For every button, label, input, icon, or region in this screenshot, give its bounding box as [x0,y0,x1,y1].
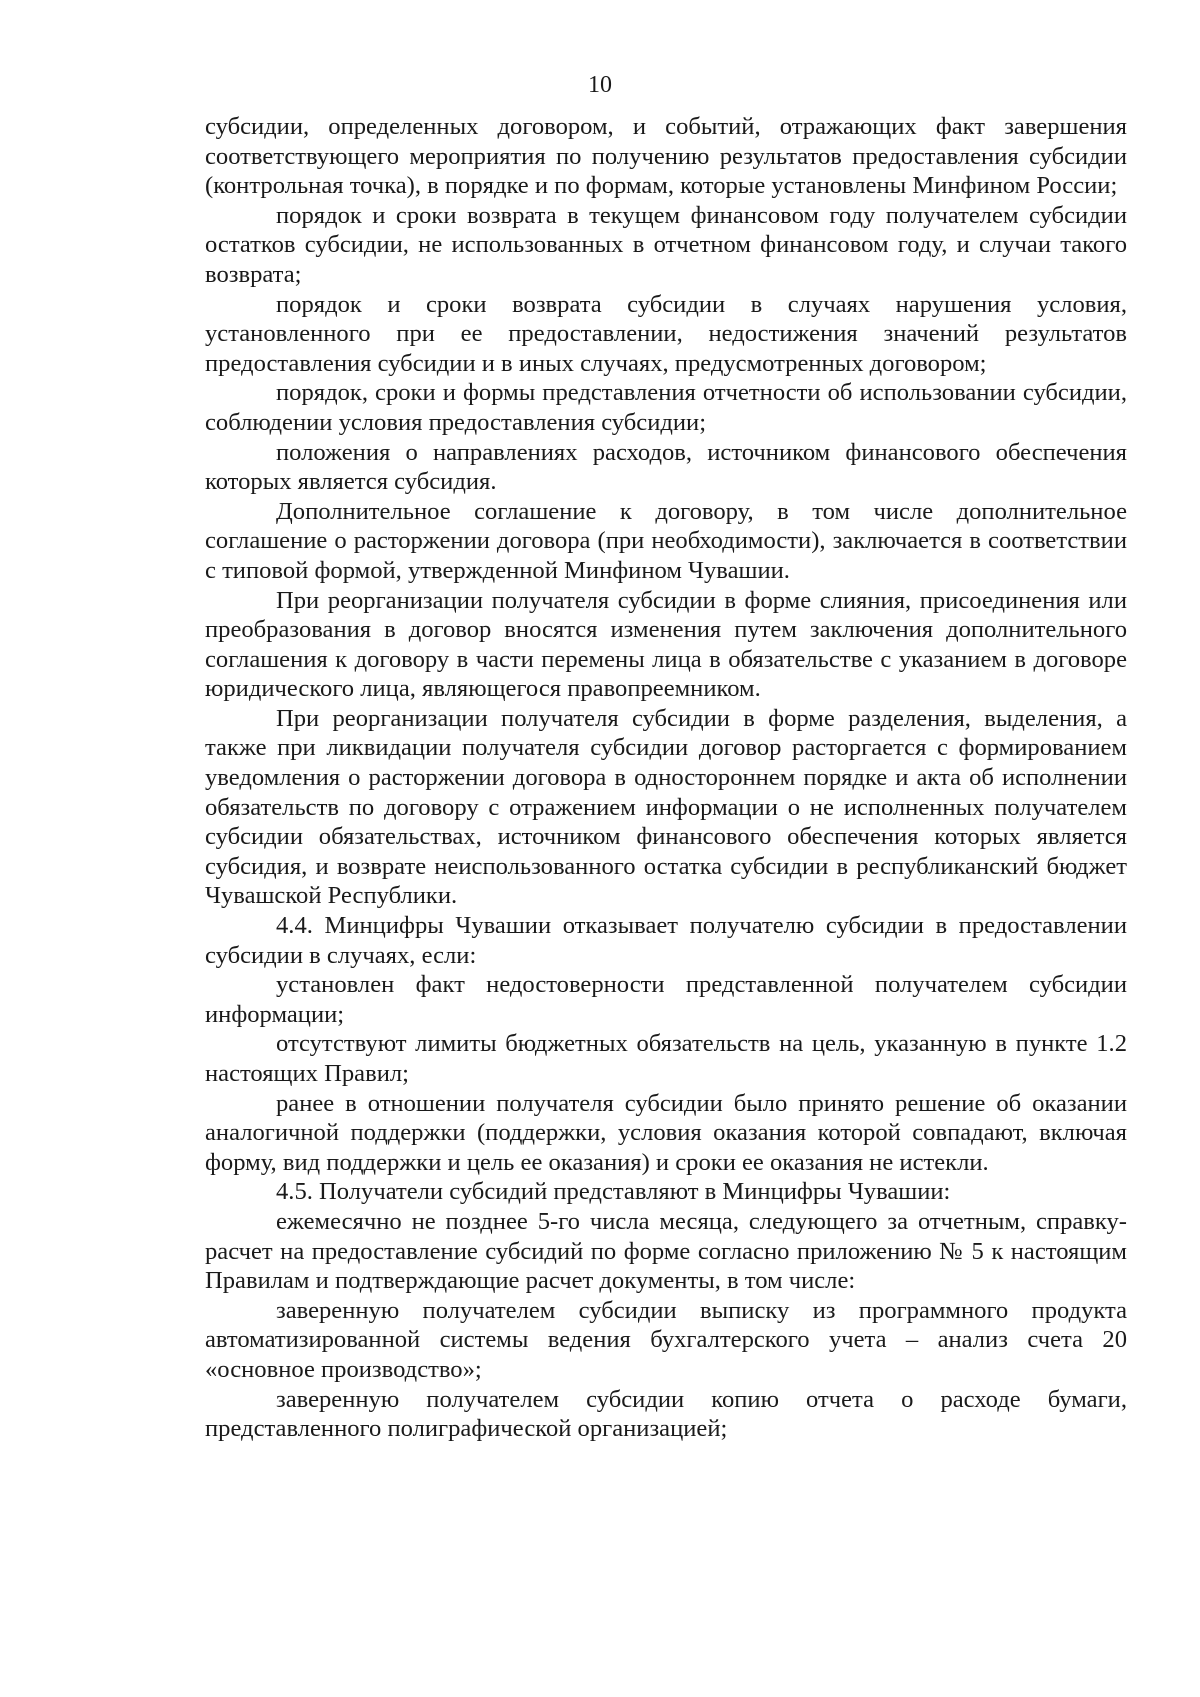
paragraph: порядок, сроки и формы представления отчетности об использовании субсидии, соблюдении условия предоставления субсидии; [205,379,1127,436]
paragraph: заверенную получателем субсидии копию отчета о расходе бумаги, представленного полиграфической организацией; [205,1385,1127,1443]
paragraph: порядок и сроки возврата субсидии в случаях нарушения условия, установленного при ее предоставлении, недостижения значений результатов предоставления субсидии и в иных случаях, предусмотренных договором; [205,290,1127,377]
paragraph: отсутствуют лимиты бюджетных обязательств на цель, указанную в пункте 1.2 настоящих Правил; [205,1030,1127,1087]
paragraph: установлен факт недостоверности представленной получателем субсидии информации; [205,971,1127,1028]
paragraph: 4.4. Минцифры Чувашии отказывает получателю субсидии в предоставлении субсидии в случаях, если: [205,912,1127,969]
paragraph: При реорганизации получателя субсидии в форме слияния, присоединения или преобразования в договор вносятся изменения путем заключения дополнительного соглашения к договору в части перемены лица в обязательстве с указанием в договоре юридического лица, являющегося правопреемником. [205,586,1127,703]
paragraph: порядок и сроки возврата в текущем финансовом году получателем субсидии остатков субсидии, не использованных в отчетном финансовом году, и случаи такого возврата; [205,201,1127,288]
page-number: 10 [588,72,612,98]
paragraph: При реорганизации получателя субсидии в форме разделения, выделения, а также при ликвидации получателя субсидии договор расторгается с формированием уведомления о расторжении договора в одностороннем порядке и акта об исполнении обязательств по договору с отражением информации о не исполненных получателем субсидии обязательствах, источником финансового обеспечения которых является субсидия, и возврате неиспользованного остатка субсидии в республиканский бюджет Чувашской Республики. [205,704,1127,910]
paragraph: заверенную получателем субсидии выписку из программного продукта автоматизированной системы ведения бухгалтерского учета – анализ счета 20 «основное производство»; [205,1296,1127,1383]
paragraph: 4.5. Получатели субсидий представляют в Минцифры Чувашии: [276,1178,951,1206]
paragraph: положения о направлениях расходов, источником финансового обеспечения которых является субсидия. [205,438,1127,496]
paragraph: ежемесячно не позднее 5-го числа месяца, следующего за отчетным, справку-расчет на предоставление субсидий по форме согласно приложению № 5 к настоящим Правилам и подтверждающие расчет документы, в том числе: [205,1207,1127,1295]
paragraph: ранее в отношении получателя субсидии было принято решение об оказании аналогичной поддержки (поддержки, условия оказания которой совпадают, включая форму, вид поддержки и цель ее оказания) и сроки ее оказания не истекли. [205,1089,1127,1176]
paragraph: субсидии, определенных договором, и событий, отражающих факт завершения соответствующего мероприятия по получению результатов предоставления субсидии (контрольная точка), в порядке и по формам, которые установлены Минфином России; [205,113,1127,200]
paragraph: Дополнительное соглашение к договору, в том числе дополнительное соглашение о расторжении договора (при необходимости), заключается в соответствии с типовой формой, утвержденной Минфином Чувашии. [205,497,1127,584]
document-body [205,112,1127,1444]
